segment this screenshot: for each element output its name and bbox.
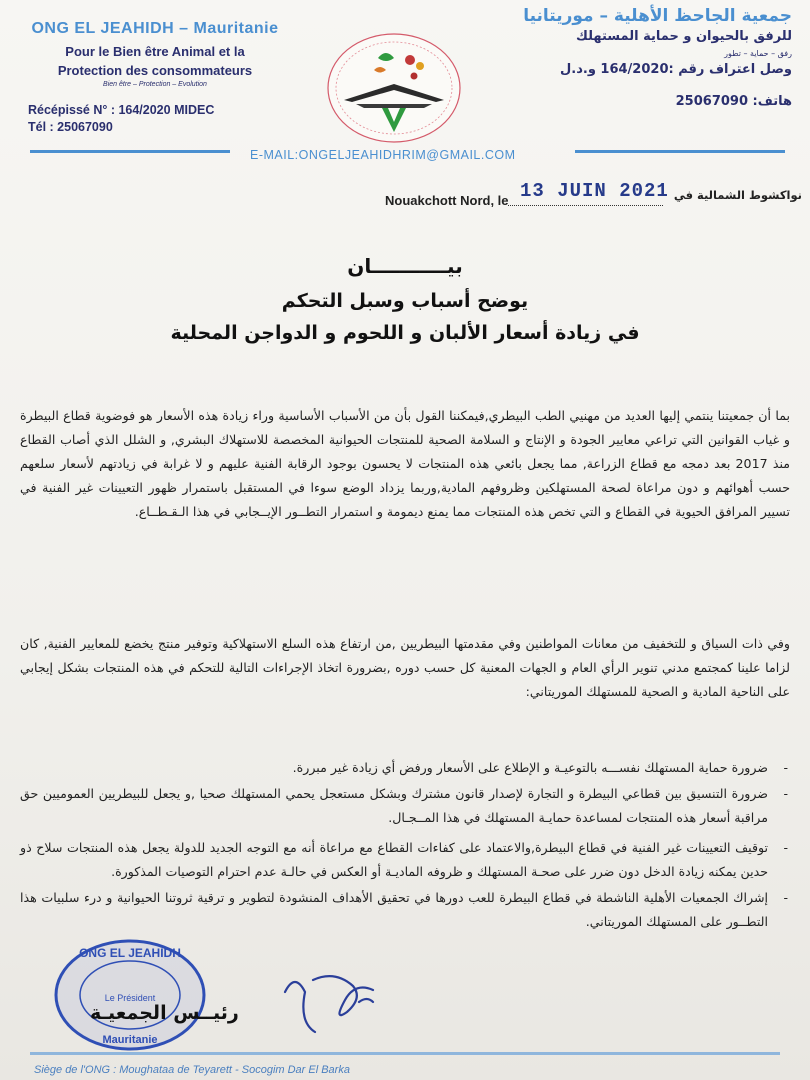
handwritten-signature	[275, 962, 395, 1042]
org-purpose-arabic: للرفق بالحيوان و حماية المستهلك	[575, 29, 792, 44]
statement-subject: في زيادة أسعار الألبان و اللحوم و الدواجن المحلية	[170, 322, 640, 344]
paragraph-measures-intro: وفي ذات السياق و للتخفيف من معانات المواطنين وفي مقدمتها البيطريين ,من ارتفاع هذه السلع الاستهلاكية وتوفير منتج يخضع للمعايير الفنية, كان لزاما علينا كمجتمع مدني تنوير الرأي العام و الجهات المعنية كل حسب دوره ,بضرورة اتخاذ الإجراءات التالية للتحكم في هذه المنتجات بشكل إيجابي على الناحية المادية و الصحية للمستهلك الموريتاني:	[20, 636, 790, 699]
recommendations-list	[20, 756, 790, 934]
registration-french	[28, 102, 214, 136]
bullet-dash: -	[783, 760, 788, 775]
date-place-french: Nouakchott Nord, le	[385, 193, 509, 208]
footer-rule	[30, 1052, 780, 1055]
header-french	[20, 20, 290, 90]
bullet-dash: -	[783, 890, 788, 905]
list-item: - توقيف التعيينات غير الفنية في قطاع البيطرة,والاعتماد على كفاءات القطاع مع مراعاة أنه مع التوجه الجديد للدولة يجعل هذه المنتجات سلاح ذو حدين يمكنه زيادة الدخل دون ضرر على صحـة المستهلك و ظروفه الماديـة أو العكس في حالـة عدم احترام التوصيات المذكورة.	[20, 836, 790, 884]
organization-logo	[314, 28, 474, 146]
header-rule-left	[30, 150, 230, 153]
phone-french: Tél : 25067090	[28, 120, 113, 134]
footer-address: Siège de l'ONG : Moughataa de Teyarett - Socogim Dar El Barka	[34, 1064, 350, 1076]
header-arabic	[502, 6, 792, 113]
list-item: - إشراك الجمعيات الأهلية الناشطة في قطاع البيطرة للعب دورها في تحقيق الأهداف المنشودة لتطوير و ترقية ثروتنا الحيوانية و درء سلبيات هذا التطــور على المستهلك الموريتاني.	[20, 886, 790, 934]
date-place-arabic: نواكشوط الشمالية في	[673, 188, 802, 202]
org-purpose-line1: Pour le Bien être Animal et la	[65, 44, 245, 59]
org-purpose-line2: Protection des consommateurs	[57, 63, 253, 78]
org-motto-arabic: رفق – حماية – تطور	[724, 49, 792, 58]
bullet-dash: -	[783, 786, 788, 801]
stamp-text-top: ONG EL JEAHIDH	[79, 946, 181, 960]
statement-subtitle: يوضح أسباب وسبل التحكم	[281, 290, 529, 312]
email-address: E-MAIL:ONGELJEAHIDHRIM@GMAIL.COM	[250, 148, 516, 162]
paragraph-causes: بما أن جمعيتنا ينتمي إليها العديد من مهنيي الطب البيطري,فيمكننا القول بأن من الأسباب الأساسية وراء زيادة هذه الأسعار هو فوضوية قطاع البيطرة و غياب القوانين التي تراعي معايير الجودة و الإنتاج و السلامة الصحية للمنتجات الحيوانية المخصصة للاستهلاك البشري, و الشلل الذي أصاب القطاع منذ 2017 بعد دمجه مع قطاع الزراعة, مما يجعل بائعي هذه المنتجات لا يحسون بوجود الرقابة الفنية عليهم و لا غرابة في زيادتهم لأسعار سلعهم حسب أهوائهم و دون مراعاة لصحة المستهلكين وظروفهم المادية,وربما يزداد الوضع سوءا في المستقبل باستمرار ظهور التعيينات غير الفنية في تسيير المرافق الحيوية في القطاع و التي تخص هذه المنتجات مما يمنع ديمومة و استمرار التطــور الإيــجابي في هذا الـقـطــاع.	[20, 408, 790, 519]
org-name-arabic: جمعية الجاحظ الأهلية – موريتانيا	[523, 6, 792, 26]
phone-arabic: هاتف: 25067090	[675, 94, 792, 109]
signatory-title: رئيــس الجمعيـة	[90, 1002, 239, 1024]
org-motto-french: Bien être – Protection – Evolution	[103, 81, 207, 88]
receipt-number-french: Récépissé N° : 164/2020 MIDEC	[28, 103, 215, 117]
date-dotted-line	[508, 205, 663, 206]
official-stamp	[50, 935, 210, 1055]
list-item: - ضرورة حماية المستهلك نفســـه بالتوعيـة و الإطلاع على الأسعار ورفض أي زيادة غير مبررة.	[20, 756, 790, 780]
stamp-role: Le Président	[104, 993, 156, 1003]
bullet-dash: -	[783, 840, 788, 855]
stamp-text-bottom: Mauritanie	[102, 1034, 158, 1046]
org-name-french: ONG EL JEAHIDH – Mauritanie	[31, 20, 279, 37]
date-stamp: 13 JUIN 2021	[520, 180, 669, 202]
header-rule-right	[575, 150, 785, 153]
statement-heading: بيـــــــــــان	[347, 254, 463, 278]
receipt-number-arabic: وصل اعتراف رقم :164/2020 و.د.ل	[559, 62, 792, 77]
list-item: - ضرورة التنسيق بين قطاعي البيطرة و التجارة لإصدار قانون مشترك وبشكل مستعجل يحمي المستهلك صحيا ,و يجعل للبيطريين العموميين حق مراقبة أسعار هذه المنتجات لمساعدة حمايـة المستهلك في هذا المــجـال.	[20, 782, 790, 830]
